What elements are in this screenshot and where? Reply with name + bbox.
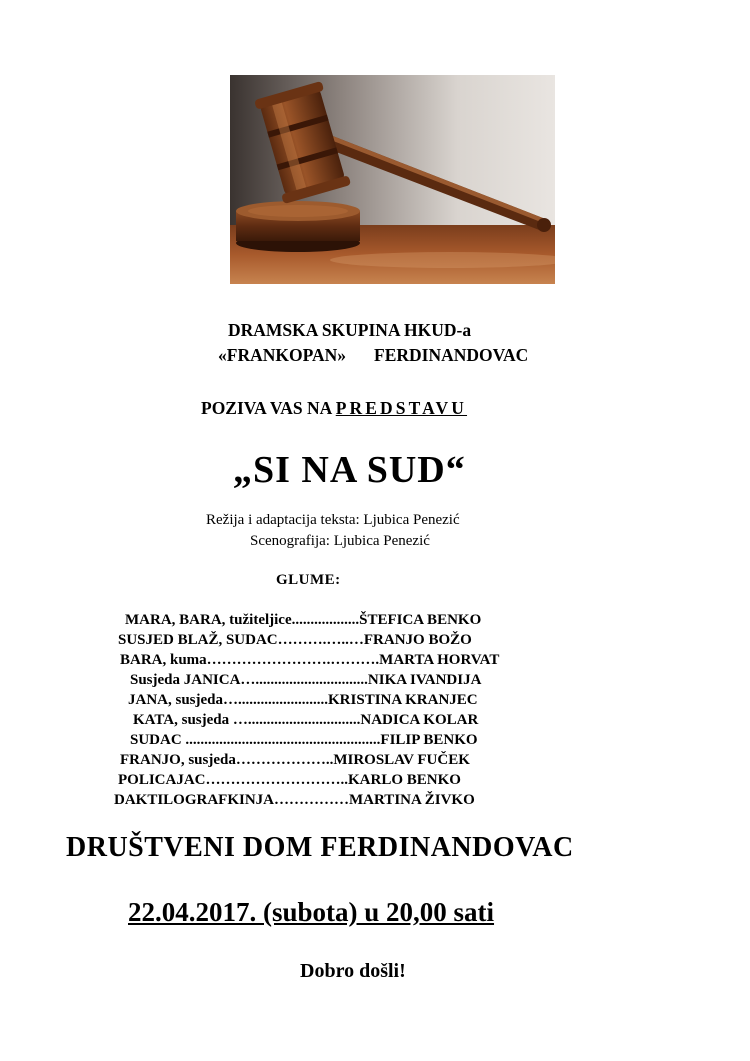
- gavel-photo: [230, 75, 555, 284]
- event-date: 22.04.2017. (subota) u 20,00 sati: [128, 897, 495, 927]
- cast-line: BARA, kuma…………………….……….MARTA HORVAT: [120, 652, 500, 668]
- organizer-town: FERDINANDOVAC: [374, 345, 529, 365]
- cast-line: MARA, BARA, tužiteljice..................ŠTEFICA BENKO: [125, 612, 482, 628]
- play-title: „SI NA SUD“: [233, 449, 466, 491]
- gavel-icon: [230, 75, 555, 284]
- venue: DRUŠTVENI DOM FERDINANDOVAC: [66, 832, 574, 863]
- invitation-line: [201, 398, 467, 419]
- organizer-line-1: DRAMSKA SKUPINA HKUD-a: [228, 320, 472, 340]
- organizer-line-2: [218, 345, 528, 366]
- set-design-credit: Scenografija: Ljubica Penezić: [250, 533, 430, 549]
- cast-line: KATA, susjeda …..............................NADICA KOLAR: [133, 712, 479, 728]
- cast-line: SUSJED BLAŽ, SUDAC……….…..…FRANJO BOŽO: [118, 632, 472, 648]
- organizer-name: «FRANKOPAN»: [218, 345, 346, 365]
- cast-heading: GLUME:: [276, 572, 341, 588]
- cast-line: Susjeda JANICA…..............................NIKA IVANDIJA: [130, 672, 482, 688]
- cast-line: JANA, susjeda…........................KRISTINA KRANJEC: [128, 692, 478, 708]
- direction-credit: Režija i adaptacija teksta: Ljubica Penezić: [206, 512, 460, 528]
- welcome-text: Dobro došli!: [300, 960, 406, 982]
- cast-line: FRANJO, susjeda………………..MIROSLAV FUČEK: [120, 752, 470, 768]
- cast-line: POLICAJAC………………………..KARLO BENKO: [118, 772, 461, 788]
- cast-line: DAKTILOGRAFKINJA……………MARTINA ŽIVKO: [114, 792, 475, 808]
- invitation-emphasis: PREDSTAVU: [335, 398, 468, 418]
- invitation-text: POZIVA VAS NA: [201, 398, 336, 418]
- cast-line: SUDAC ....................................................FILIP BENKO: [130, 732, 478, 748]
